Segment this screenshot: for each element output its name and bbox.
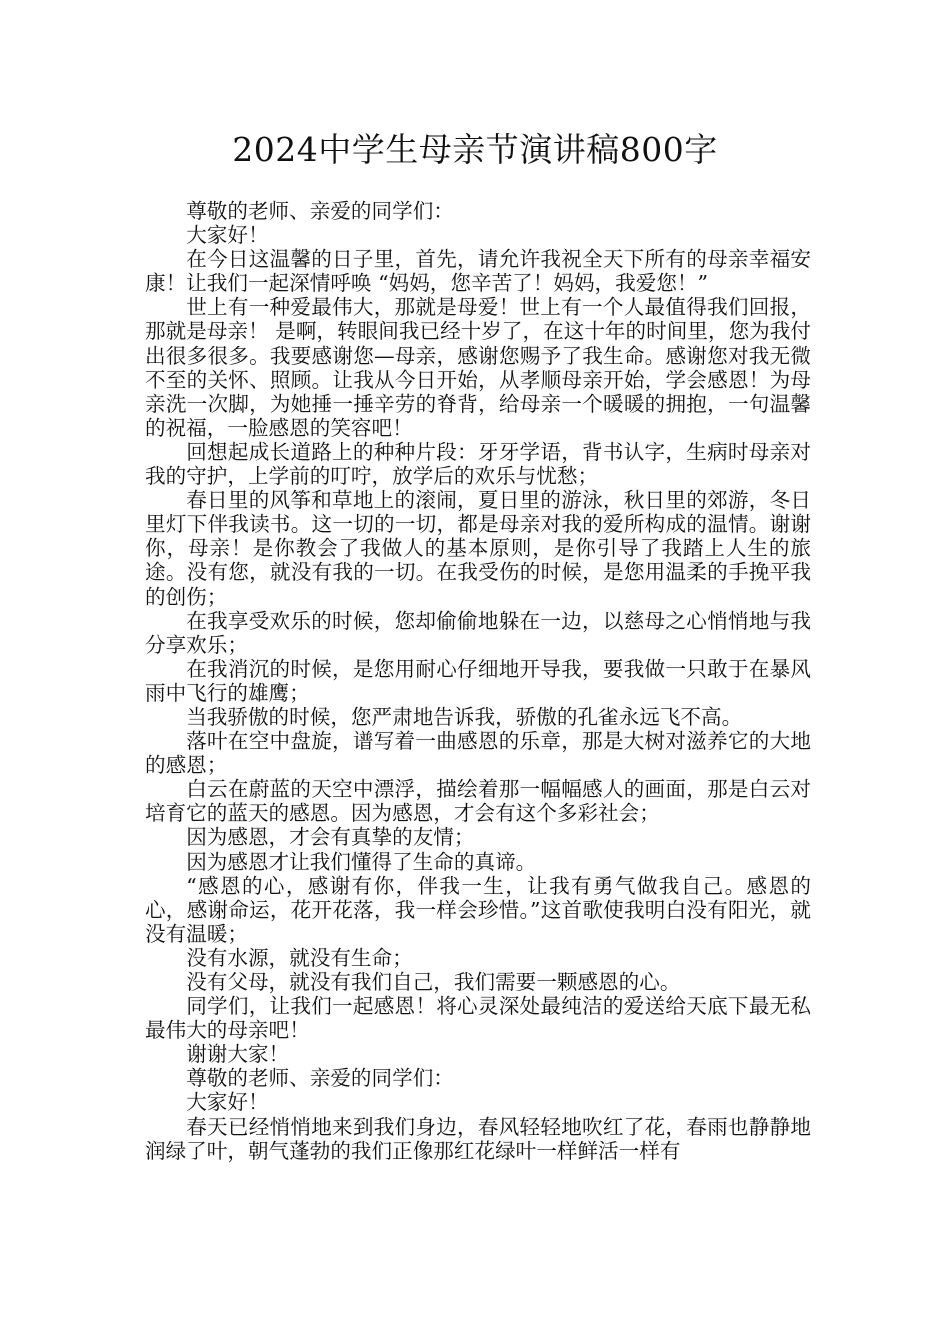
paragraph: 谢谢大家！ bbox=[186, 1042, 290, 1067]
paragraph: 尊敬的老师、亲爱的同学们： bbox=[186, 1066, 454, 1091]
document-body bbox=[145, 199, 811, 1163]
paragraph: 在今日这温馨的日子里，首先，请允许我祝全天下所有的母亲幸福安康！让我们一起深情呼唤 “妈妈，您辛苦了！妈妈，我爱您！” bbox=[145, 247, 811, 296]
document-title: 2024中学生母亲节演讲稿800字 bbox=[232, 130, 718, 169]
paragraph: 同学们，让我们一起感恩！将心灵深处最纯洁的爱送给天底下最无私最伟大的母亲吧！ bbox=[145, 994, 811, 1043]
paragraph: 在我享受欢乐的时候，您却偷偷地躲在一边，以慈母之心悄悄地与我分享欢乐； bbox=[145, 608, 811, 657]
paragraph: 大家好！ bbox=[186, 223, 269, 248]
paragraph: 没有水源，就没有生命； bbox=[186, 945, 413, 970]
paragraph: 因为感恩，才会有真挚的友情； bbox=[186, 825, 475, 850]
paragraph: 春天已经悄悄地来到我们身边，春风轻轻地吹红了花，春雨也静静地润绿了叶，朝气蓬勃的我们正像那红花绿叶一样鲜活一样有 bbox=[145, 1114, 811, 1163]
paragraph: “感恩的心，感谢有你，伴我一生，让我有勇气做我自己。感恩的心，感谢命运，花开花落，我一样会珍惜。”这首歌使我明白没有阳光，就没有温暖； bbox=[145, 873, 811, 946]
paragraph: 大家好！ bbox=[186, 1090, 269, 1115]
paragraph: 春日里的风筝和草地上的滚闹，夏日里的游泳，秋日里的郊游，冬日里灯下伴我读书。这一切的一切，都是母亲对我的爱所构成的温情。谢谢你，母亲！是你教会了我做人的基本原则，是你引导了我踏上人生的旅途。没有您，就没有我的一切。在我受伤的时候，是您用温柔的手挽平我的创伤； bbox=[145, 488, 811, 609]
paragraph: 尊敬的老师、亲爱的同学们： bbox=[186, 199, 454, 223]
paragraph: 回想起成长道路上的种种片段：牙牙学语，背书认字，生病时母亲对我的守护，上学前的叮咛，放学后的欢乐与忧愁； bbox=[145, 439, 811, 489]
paragraph: 在我消沉的时候，是您用耐心仔细地开导我，要我做一只敢于在暴风雨中飞行的雄鹰； bbox=[145, 656, 811, 705]
paragraph: 世上有一种爱最伟大，那就是母爱！世上有一个人最值得我们回报，那就是母亲！ 是啊，转眼间我已经十岁了，在这十年的时间里，您为我付出很多很多。我要感谢您—母亲，感谢您赐予了我生命。感谢您对我无微不至的关怀、照顾。让我从今日开始，从孝顺母亲开始，学会感恩！为母亲洗一次脚，为她捶一捶辛劳的脊背，给母亲一个暖暖的拥抱，一句温馨的祝福，一脸感恩的笑容吧！ bbox=[145, 295, 811, 440]
paragraph: 当我骄傲的时候，您严肃地告诉我，骄傲的孔雀永远飞不高。 bbox=[186, 704, 743, 729]
paragraph: 因为感恩才让我们懂得了生命的真谛。 bbox=[186, 849, 537, 874]
paragraph: 白云在蔚蓝的天空中漂浮，描绘着那一幅幅感人的画面，那是白云对培育它的蓝天的感恩。因为感恩，才会有这个多彩社会； bbox=[145, 777, 811, 826]
paragraph: 落叶在空中盘旋，谱写着一曲感恩的乐章，那是大树对滋养它的大地的感恩； bbox=[145, 729, 811, 778]
paragraph: 没有父母，就没有我们自己，我们需要一颗感恩的心。 bbox=[186, 970, 681, 994]
